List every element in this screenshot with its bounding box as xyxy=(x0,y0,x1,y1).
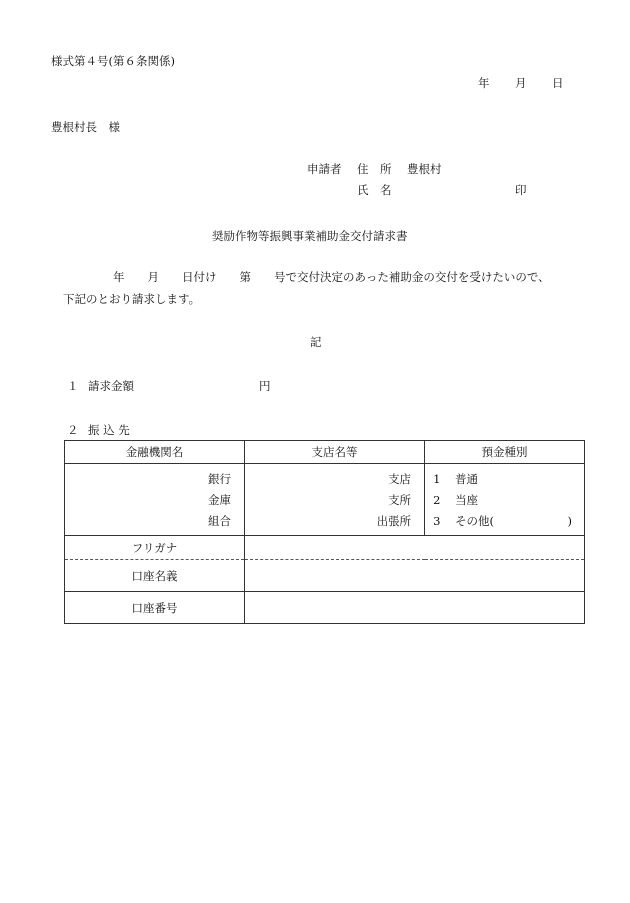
seal-mark: 印 xyxy=(515,183,527,197)
account-type-label: 当座 xyxy=(455,493,479,507)
account-number-label: 口座番号 xyxy=(65,592,245,624)
body-line-1: 年 月 日付け 第 号で交付決定のあった補助金の交付を受けたいので、 xyxy=(113,270,550,284)
institution-row xyxy=(65,464,585,536)
address-label: 住 所 xyxy=(357,162,392,176)
account-name-field[interactable] xyxy=(245,560,585,592)
header-institution: 金融機関名 xyxy=(65,441,245,464)
account-name-row xyxy=(65,560,585,592)
item1-label: 請求金額 xyxy=(88,379,134,393)
furigana-row xyxy=(65,536,585,560)
account-number-field[interactable] xyxy=(245,592,585,624)
date-day-label: 日 xyxy=(552,76,564,90)
item1-number: １ xyxy=(67,379,79,393)
account-type-option[interactable] xyxy=(425,490,584,511)
account-type-label: その他( xyxy=(455,514,495,528)
form-number: 様式第４号(第６条関係) xyxy=(51,54,175,68)
account-type-label: 普通 xyxy=(455,472,479,486)
account-type-cell[interactable] xyxy=(425,464,585,536)
account-type-option[interactable] xyxy=(425,469,584,490)
institution-type-bank: 銀行 xyxy=(208,472,232,486)
account-type-number: 3 xyxy=(433,514,441,528)
institution-type-shinkin: 金庫 xyxy=(208,493,232,507)
item1-unit: 円 xyxy=(259,379,271,393)
branch-type-sub-office: 出張所 xyxy=(376,514,412,528)
item2-label: 振 込 先 xyxy=(88,423,130,437)
institution-type-union: 組合 xyxy=(208,514,232,528)
account-type-option[interactable] xyxy=(425,511,584,532)
account-type-number: 1 xyxy=(433,472,441,486)
applicant-label: 申請者 xyxy=(307,162,342,176)
date-year-label: 年 xyxy=(478,76,490,90)
date-month-label: 月 xyxy=(515,76,527,90)
ki-heading: 記 xyxy=(310,335,322,349)
account-number-row xyxy=(65,592,585,624)
table-header-row xyxy=(65,441,585,464)
document-title: 奨励作物等振興事業補助金交付請求書 xyxy=(212,229,408,243)
branch-type-branch: 支店 xyxy=(388,472,412,486)
address-value: 豊根村 xyxy=(407,162,442,176)
header-account-type: 預金種別 xyxy=(425,441,585,464)
body-line-2: 下記のとおり請求します。 xyxy=(63,292,201,306)
addressee: 豊根村長 様 xyxy=(51,120,120,134)
account-name-label: 口座名義 xyxy=(65,560,245,592)
branch-type-office: 支所 xyxy=(388,493,412,507)
furigana-label: フリガナ xyxy=(65,536,245,560)
account-type-other-close: ) xyxy=(567,514,572,528)
name-label: 氏 名 xyxy=(357,183,392,197)
item2-number: ２ xyxy=(67,423,79,437)
institution-type-cell[interactable] xyxy=(65,464,245,536)
branch-type-cell[interactable] xyxy=(245,464,425,536)
account-type-number: 2 xyxy=(433,493,441,507)
header-branch: 支店名等 xyxy=(245,441,425,464)
bank-transfer-table xyxy=(64,440,585,624)
furigana-field[interactable] xyxy=(245,536,585,560)
